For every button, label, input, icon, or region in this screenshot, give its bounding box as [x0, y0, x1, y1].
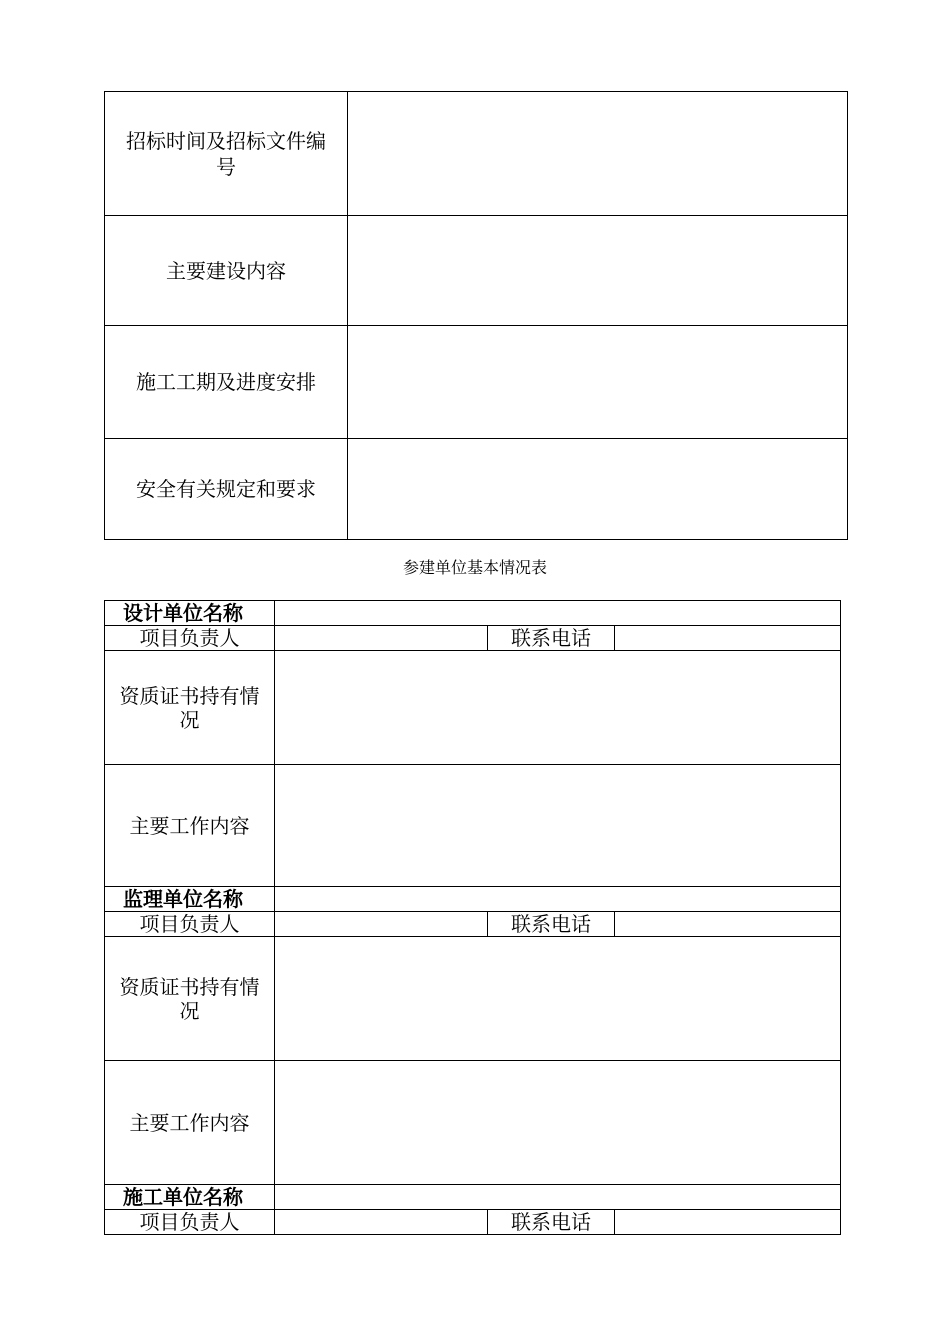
- main-content-value[interactable]: [348, 216, 848, 326]
- table-row: [105, 887, 841, 912]
- table-row: [105, 1185, 841, 1210]
- construction-manager-value[interactable]: [275, 1210, 488, 1235]
- main-content-label: 主要建设内容: [105, 216, 348, 326]
- units-table-caption: 参建单位基本情况表: [402, 558, 547, 577]
- design-unit-name-value[interactable]: [275, 601, 841, 626]
- table-row: [105, 216, 848, 326]
- supervision-manager-value[interactable]: [275, 912, 488, 937]
- design-qualification-value[interactable]: [275, 651, 841, 765]
- table-row: [105, 912, 841, 937]
- supervision-unit-name-label: 监理单位名称: [105, 887, 275, 912]
- supervision-manager-label: 项目负责人: [105, 912, 275, 937]
- design-phone-label: 联系电话: [488, 626, 615, 651]
- supervision-qualification-label: 资质证书持有情况: [105, 937, 275, 1061]
- design-qualification-label: 资质证书持有情况: [105, 651, 275, 765]
- design-work-value[interactable]: [275, 765, 841, 887]
- bid-time-label: 招标时间及招标文件编号: [105, 92, 348, 216]
- safety-label: 安全有关规定和要求: [105, 439, 348, 540]
- table-row: [105, 92, 848, 216]
- design-manager-label: 项目负责人: [105, 626, 275, 651]
- supervision-qualification-value[interactable]: [275, 937, 841, 1061]
- construction-unit-name-value[interactable]: [275, 1185, 841, 1210]
- construction-phone-label: 联系电话: [488, 1210, 615, 1235]
- table-row: [105, 1061, 841, 1185]
- supervision-unit-name-value[interactable]: [275, 887, 841, 912]
- table-row: [105, 765, 841, 887]
- table-row: [105, 626, 841, 651]
- schedule-value[interactable]: [348, 326, 848, 439]
- design-phone-value[interactable]: [615, 626, 841, 651]
- construction-unit-name-label: 施工单位名称: [105, 1185, 275, 1210]
- table-row: [105, 937, 841, 1061]
- table-row: [105, 651, 841, 765]
- design-manager-value[interactable]: [275, 626, 488, 651]
- construction-manager-label: 项目负责人: [105, 1210, 275, 1235]
- project-info-table: [104, 91, 848, 540]
- table-row: [105, 326, 848, 439]
- supervision-work-label: 主要工作内容: [105, 1061, 275, 1185]
- table-row: [105, 601, 841, 626]
- table-row: [105, 439, 848, 540]
- supervision-phone-value[interactable]: [615, 912, 841, 937]
- schedule-label: 施工工期及进度安排: [105, 326, 348, 439]
- supervision-phone-label: 联系电话: [488, 912, 615, 937]
- table-row: [105, 1210, 841, 1235]
- bid-time-value[interactable]: [348, 92, 848, 216]
- units-info-table: [104, 600, 841, 1235]
- construction-phone-value[interactable]: [615, 1210, 841, 1235]
- safety-value[interactable]: [348, 439, 848, 540]
- supervision-work-value[interactable]: [275, 1061, 841, 1185]
- design-unit-name-label: 设计单位名称: [105, 601, 275, 626]
- design-work-label: 主要工作内容: [105, 765, 275, 887]
